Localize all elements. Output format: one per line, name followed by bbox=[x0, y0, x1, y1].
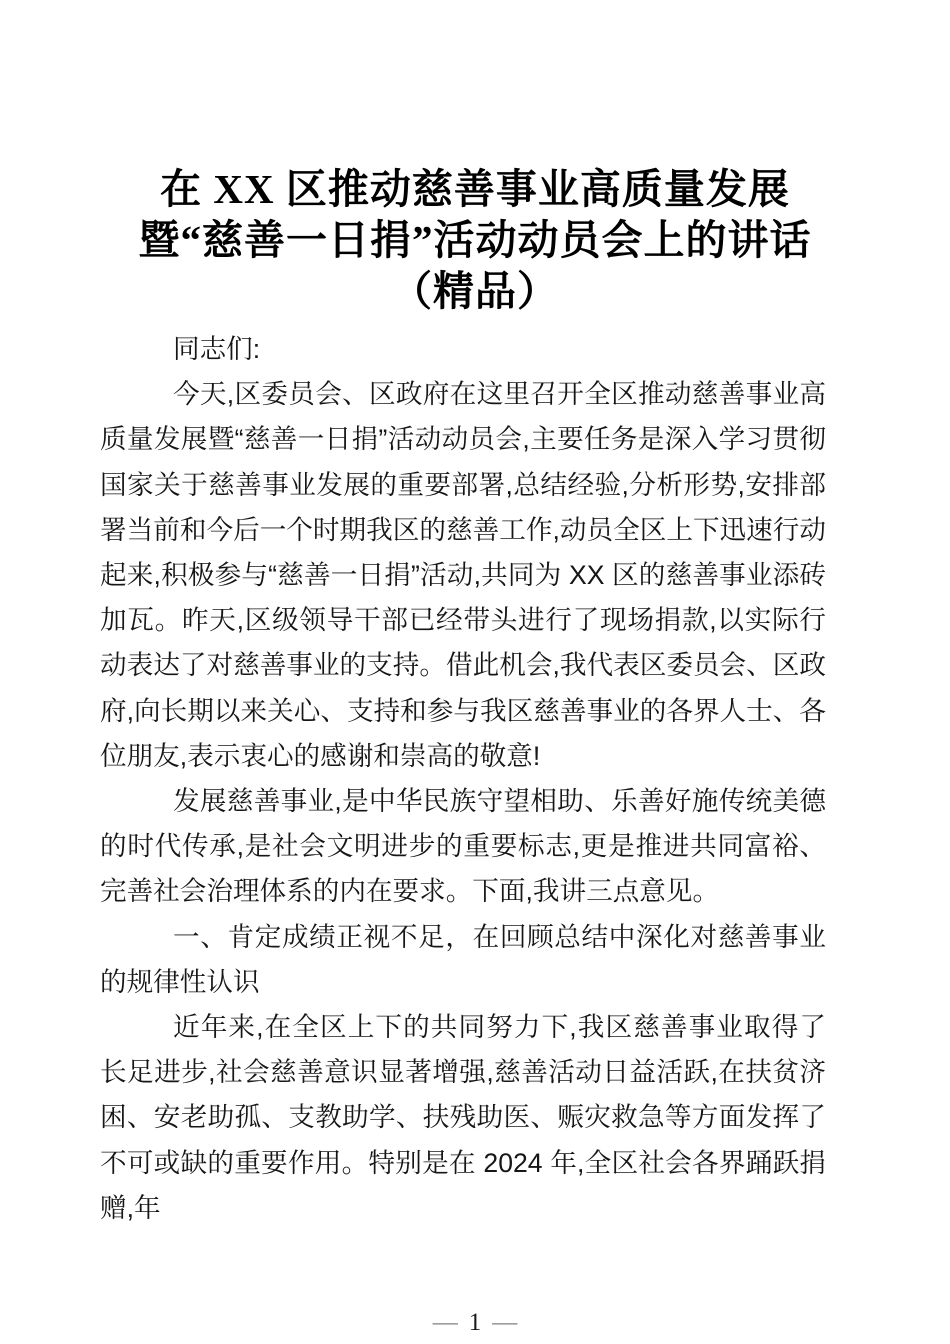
title-line-2: 暨“慈善一日捐”活动动员会上的讲话 bbox=[138, 217, 812, 263]
document-body bbox=[100, 327, 826, 1231]
title-line-3: （精品） bbox=[391, 268, 559, 314]
section-heading: 一、肯定成绩正视不足，在回顾总结中深化对慈善事业的规律性认识 bbox=[100, 921, 826, 997]
paragraph: 发展慈善事业,是中华民族守望相助、乐善好施传统美德的时代传承,是社会文明进步的重要标志,更是推进共同富裕、完善社会治理体系的内在要求。下面,我讲三点意见。 bbox=[100, 786, 826, 907]
paragraph: 同志们: bbox=[173, 334, 261, 364]
paragraph: 今天,区委员会、区政府在这里召开全区推动慈善事业高质量发展暨“慈善一日捐”活动动员会,主要任务是深入学习贯彻国家关于慈善事业发展的重要部署,总结经验,分析形势,安排部署当前和今后一个时期我区的慈善工作,动员全区上下迅速行动起来,积极参与“慈善一日捐”活动,共同为 XX 区的慈善事业添砖加瓦。昨天,区级领导干部已经带头进行了现场捐款,以实际行动表达了对慈善事业的支持。借此机会,我代表区委员会、区政府,向长期以来关心、支持和参与我区慈善事业的各界人士、各位朋友,表示衷心的感谢和崇高的敬意! bbox=[100, 379, 826, 771]
page-footer bbox=[0, 1308, 950, 1338]
paragraph: 近年来,在全区上下的共同努力下,我区慈善事业取得了长足进步,社会慈善意识显著增强,慈善活动日益活跃,在扶贫济困、安老助孤、支教助学、扶残助医、赈灾救急等方面发挥了不可或缺的重要作用。特别是在 2024 年,全区社会各界踊跃捐赠,年 bbox=[100, 1012, 826, 1223]
page-number: 1 bbox=[468, 1309, 482, 1336]
document-title bbox=[60, 164, 890, 317]
title-line-1: 在 XX 区推动慈善事业高质量发展 bbox=[160, 166, 790, 212]
footer-right-dash: — bbox=[492, 1309, 518, 1336]
footer-left-dash: — bbox=[432, 1309, 458, 1336]
